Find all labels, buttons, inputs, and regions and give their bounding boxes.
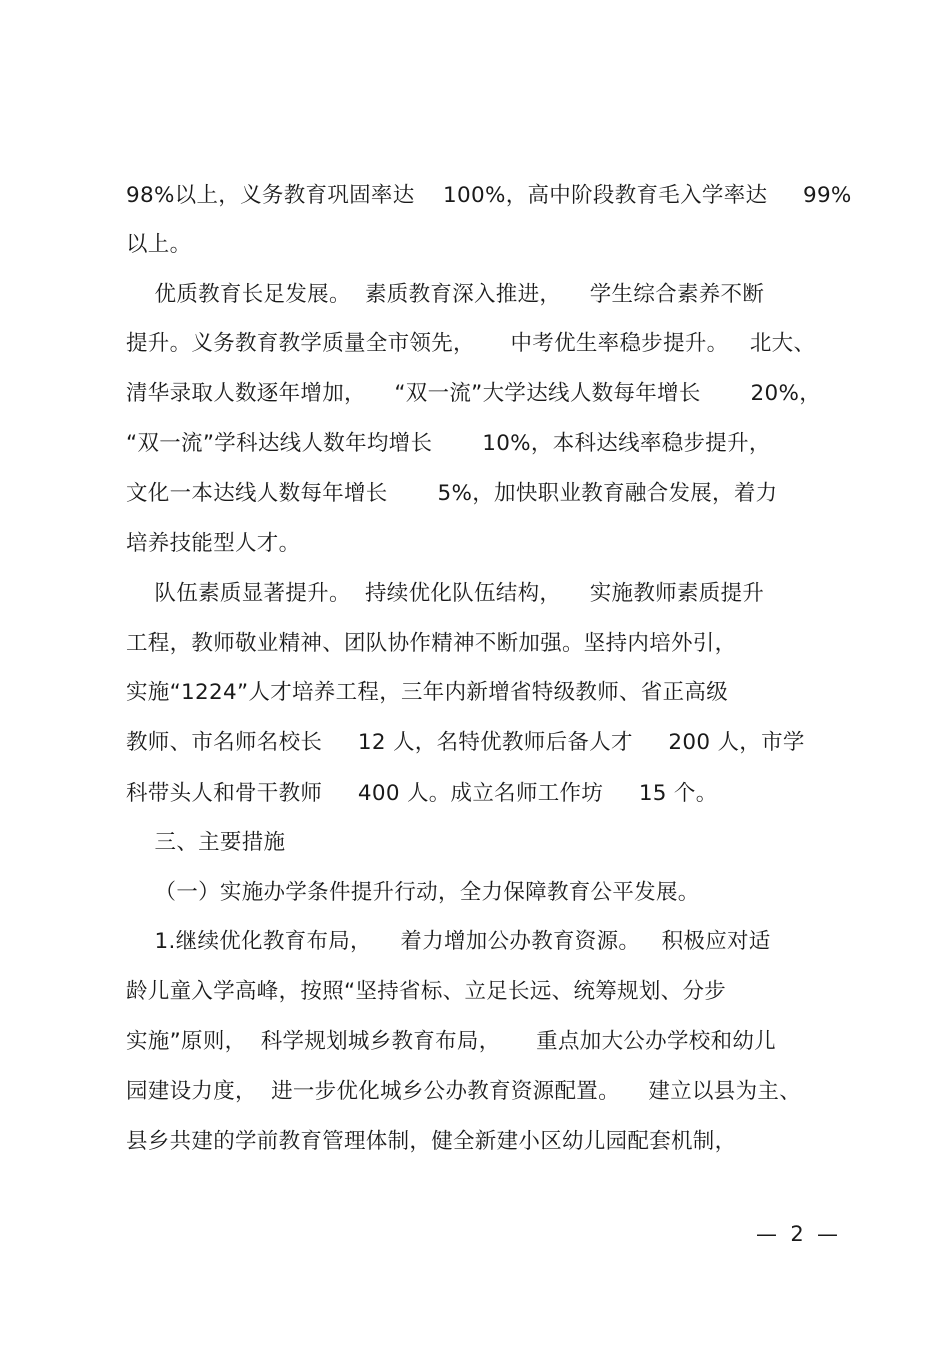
text-line: 实施”原则， 科学规划城乡教育布局， 重点加大公办学校和幼儿 (126, 1029, 776, 1054)
text-line: “双一流”学科达线人数年均增长 10%，本科达线率稳步提升， (126, 431, 771, 456)
text-line: 98%以上，义务教育巩固率达 100%，高中阶段教育毛入学率达 99% (126, 183, 852, 208)
text-line: 提升。义务教育教学质量全市领先， 中考优生率稳步提升。 北大、 (126, 331, 816, 356)
page-number: — 2 — (756, 1222, 839, 1246)
text-line: 以上。 (126, 232, 192, 257)
text-line: 县乡共建的学前教育管理体制，健全新建小区幼儿园配套机制， (126, 1129, 737, 1154)
text-line: 实施“1224”人才培养工程，三年内新增省特级教师、省正高级 (126, 680, 728, 705)
text-line: 科带头人和骨干教师 400 人。成立名师工作坊 15 个。 (126, 781, 718, 806)
text-line: 队伍素质显著提升。 持续优化队伍结构， 实施教师素质提升 (126, 581, 765, 606)
subsection-heading: （一）实施办学条件提升行动，全力保障教育公平发展。 (126, 880, 700, 905)
text-line: 文化一本达线人数每年增长 5%，加快职业教育融合发展，着力 (126, 481, 778, 506)
text-line: 1.继续优化教育布局， 着力增加公办教育资源。 积极应对适 (126, 929, 771, 954)
text-line: 工程，教师敬业精神、团队协作精神不断加强。坚持内培外引， (126, 631, 737, 656)
text-line: 教师、市名师名校长 12 人，名特优教师后备人才 200 人，市学 (126, 730, 805, 755)
text-line: 龄儿童入学高峰，按照“坚持省标、立足长远、统筹规划、分步 (126, 979, 727, 1004)
text-line: 园建设力度， 进一步优化城乡公办教育资源配置。 建立以县为主、 (126, 1079, 802, 1104)
text-line: 培养技能型人才。 (126, 531, 301, 556)
text-line: 清华录取人数逐年增加， “双一流”大学达线人数每年增长 20%， (126, 381, 822, 406)
text-line: 优质教育长足发展。 素质教育深入推进， 学生综合素养不断 (126, 282, 765, 307)
section-heading: 三、主要措施 (126, 830, 286, 855)
